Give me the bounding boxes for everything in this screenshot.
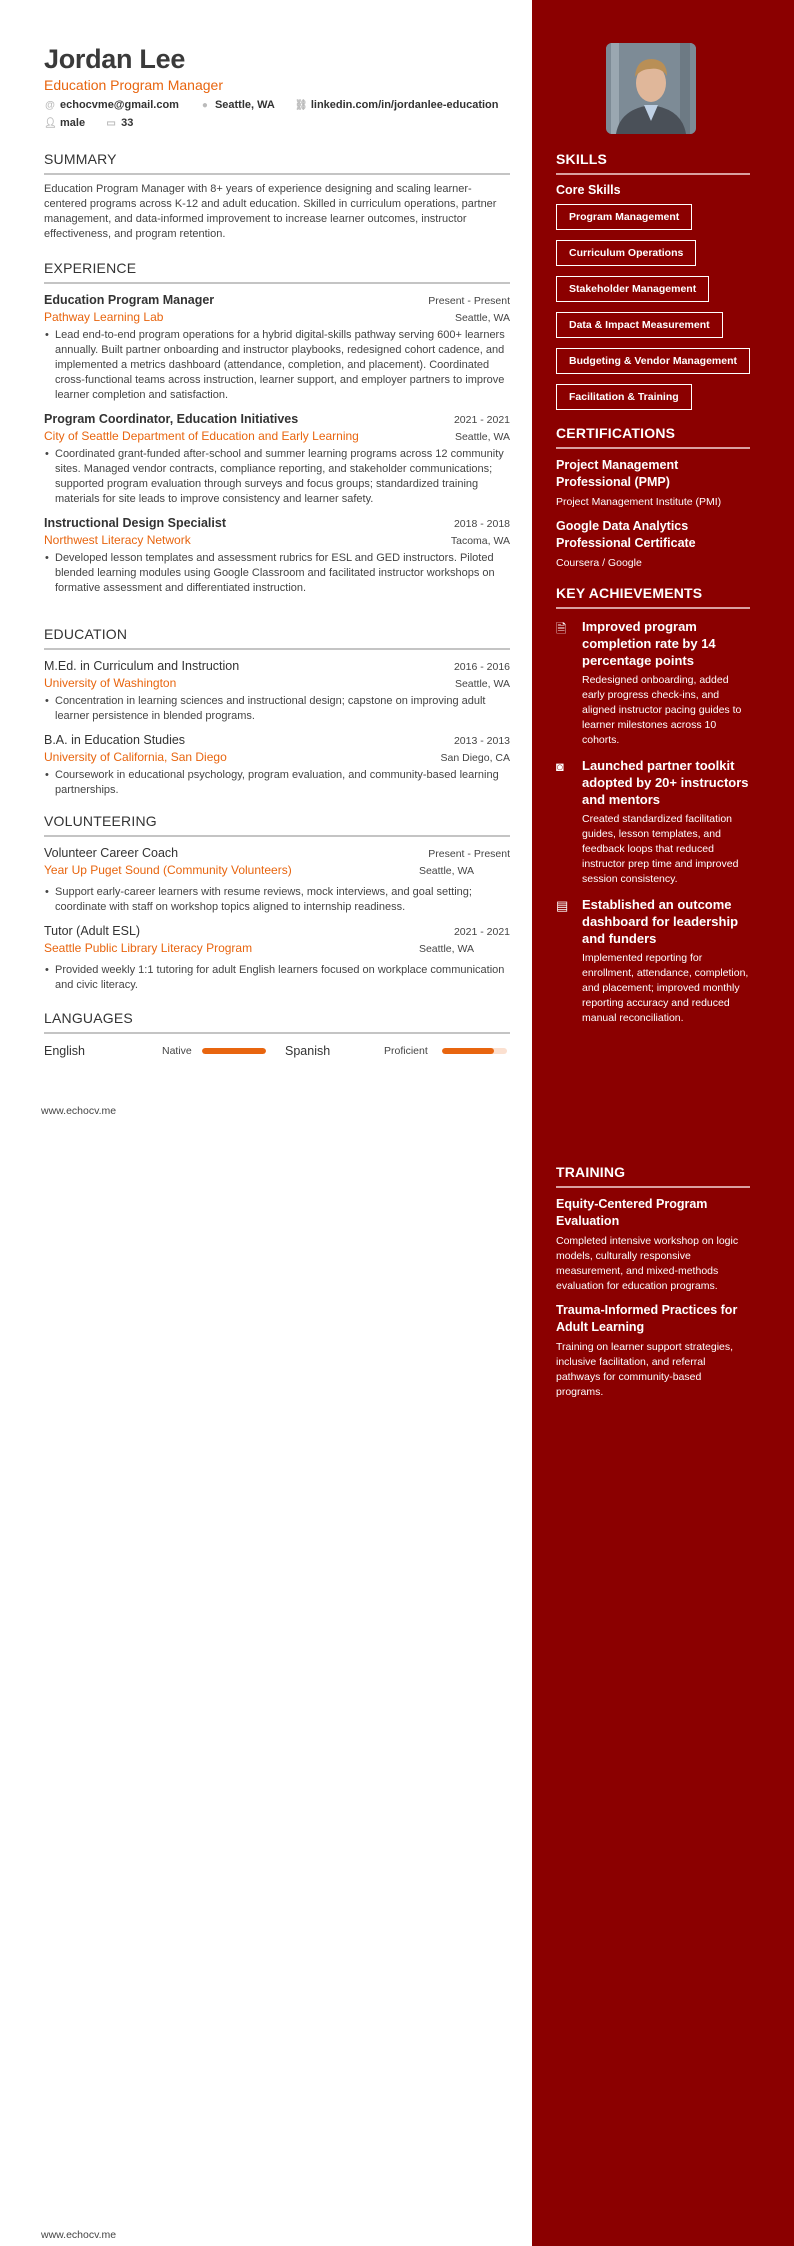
proficiency-bar bbox=[442, 1048, 507, 1054]
entry-bullet: • Concentration in learning sciences and instructional design; capstone on improving adult learner persistence in blended programs. bbox=[44, 694, 510, 724]
skills-group: Core Skills bbox=[556, 183, 621, 197]
entry-org: Pathway Learning Lab bbox=[44, 310, 164, 324]
archive-icon: ▤ bbox=[556, 898, 569, 913]
link-icon: ⛓ bbox=[294, 99, 308, 111]
entry-title: Tutor (Adult ESL) bbox=[44, 924, 141, 938]
section-heading: TRAINING bbox=[556, 1164, 626, 1180]
start-date: 2013 bbox=[453, 735, 478, 747]
language-level: Native bbox=[162, 1045, 192, 1057]
section-heading: EXPERIENCE bbox=[44, 260, 137, 276]
skill-tag: Data & Impact Measurement bbox=[556, 312, 723, 338]
skill-tag: Stakeholder Management bbox=[556, 276, 709, 302]
skill-tag: Budgeting & Vendor Management bbox=[556, 348, 750, 374]
end-date: 2016 bbox=[486, 661, 510, 673]
contact-row bbox=[44, 99, 498, 111]
achievement-title: Established an outcome dashboard for leadership and funders bbox=[582, 897, 739, 946]
skill-tag: Curriculum Operations bbox=[556, 240, 696, 266]
language-row bbox=[44, 1044, 510, 1058]
training-section bbox=[556, 1164, 750, 1400]
language-name: Spanish bbox=[285, 1044, 331, 1058]
cert-name: Google Data Analytics Professional Certificate bbox=[556, 519, 696, 550]
divider bbox=[556, 1186, 750, 1188]
entry-org: University of Washington bbox=[44, 676, 177, 690]
training-title: Trauma-Informed Practices for Adult Learning bbox=[556, 1303, 738, 1334]
email[interactable]: echocvme@gmail.com bbox=[60, 99, 179, 111]
start-date: Present bbox=[428, 848, 465, 860]
section-heading: VOLUNTEERING bbox=[44, 813, 157, 829]
divider bbox=[44, 648, 510, 650]
experience-entry bbox=[44, 293, 510, 403]
entry-location: Seattle, WA bbox=[454, 312, 510, 324]
divider bbox=[44, 173, 510, 175]
age: 33 bbox=[121, 117, 134, 129]
divider bbox=[556, 607, 750, 609]
location-pin-icon: ● bbox=[201, 99, 208, 111]
entry-location: Tacoma, WA bbox=[450, 535, 510, 547]
entry-org: Year Up Puget Sound (Community Volunteers) bbox=[44, 863, 292, 877]
section-heading: LANGUAGES bbox=[44, 1010, 133, 1026]
calendar-icon: ▭ bbox=[106, 117, 116, 129]
proficiency-fill bbox=[442, 1048, 494, 1054]
experience-entry bbox=[44, 412, 510, 507]
entry-bullet: • Coursework in educational psychology, program evaluation, and community-based learning partnerships. bbox=[44, 768, 510, 798]
start-date: 2018 bbox=[453, 518, 478, 530]
entry-bullet: • Developed lesson templates and assessment rubrics for ESL and GED instructors. Piloted blended learning modules using Google Classroom and facilitated instructor workshops on formative assessment and differentiated instruction. bbox=[44, 551, 510, 596]
divider bbox=[44, 1032, 510, 1034]
achievement-desc: Implemented reporting for enrollment, attendance, completion, and placement; improved monthly reporting accuracy and reduced manual reconciliation. bbox=[582, 952, 749, 1024]
language-level: Proficient bbox=[384, 1045, 428, 1057]
footer-link[interactable]: www.echocv.me bbox=[41, 2229, 117, 2241]
start-date: 2016 bbox=[453, 661, 478, 673]
entry-title: M.Ed. in Curriculum and Instruction bbox=[44, 659, 240, 673]
entry-title: Instructional Design Specialist bbox=[44, 516, 226, 530]
entry-title: Volunteer Career Coach bbox=[44, 846, 179, 860]
section-heading: EDUCATION bbox=[44, 626, 128, 642]
experience-entry bbox=[44, 516, 510, 596]
start-date: Present bbox=[428, 295, 465, 307]
entry-dates: 2016 - 2016 bbox=[453, 661, 510, 673]
divider bbox=[556, 447, 750, 449]
achievement-item bbox=[556, 896, 750, 1026]
profile-photo bbox=[606, 43, 696, 134]
entry-location: San Diego, CA bbox=[440, 752, 510, 764]
entry-dates: 2021 - 2021 bbox=[453, 414, 510, 426]
education-entry bbox=[44, 659, 510, 724]
end-date: 2013 bbox=[486, 735, 510, 747]
candidate-title: Education Program Manager bbox=[44, 77, 223, 93]
training-desc: Training on learner support strategies, inclusive facilitation, and referral pathways for community-based programs. bbox=[556, 1341, 734, 1398]
volunteering-section bbox=[44, 813, 510, 993]
entry-bullet: • Lead end-to-end program operations for a hybrid digital-skills pathway serving 600+ learners annually. Built partner onboarding and instructor playbooks, redesigned cohort cadence, and implemented a metrics dashboard (attendance, completion, and placement). Coordinated cross-functional teams across instruction, learner support, and employer partners to improve learner completion and satisfaction. bbox=[44, 328, 510, 403]
entry-org: Seattle Public Library Literacy Program bbox=[44, 941, 253, 955]
entry-dates: 2018 - 2018 bbox=[453, 518, 510, 530]
achievement-title: Launched partner toolkit adopted by 20+ instructors and mentors bbox=[582, 758, 749, 807]
entry-title: Program Coordinator, Education Initiatives bbox=[44, 412, 299, 426]
cert-issuer: Project Management Institute (PMI) bbox=[556, 496, 722, 508]
start-date: 2021 bbox=[453, 926, 478, 938]
entry-location: Seattle, WA bbox=[454, 431, 510, 443]
person-icon: 👤︎ bbox=[44, 117, 57, 129]
end-date: Present bbox=[473, 848, 510, 860]
volunteering-entry bbox=[44, 924, 510, 993]
entry-location: Seattle, WA bbox=[418, 865, 474, 877]
entry-dates: 2021 - 2021 bbox=[453, 926, 510, 938]
achievement-title: Improved program completion rate by 14 percentage points bbox=[582, 619, 716, 668]
summary-section bbox=[44, 151, 510, 242]
training-desc: Completed intensive workshop on logic models, culturally responsive measurement, and mixed-methods evaluation for education programs. bbox=[556, 1235, 739, 1292]
linkedin-link[interactable]: linkedin.com/in/jordanlee-education bbox=[310, 99, 499, 111]
entry-title: Education Program Manager bbox=[44, 293, 215, 307]
entry-bullet: • Support early-career learners with resume reviews, mock interviews, and goal setting; coordinate with staff on workshop topics aligned to internship readiness. bbox=[44, 885, 510, 915]
end-date: 2018 bbox=[486, 518, 510, 530]
certifications-section bbox=[556, 425, 750, 571]
education-entry bbox=[44, 733, 510, 798]
entry-org: Northwest Literacy Network bbox=[44, 533, 191, 547]
divider bbox=[556, 173, 750, 175]
skill-tag: Program Management bbox=[556, 204, 692, 230]
end-date: 2021 bbox=[486, 414, 510, 426]
section-heading: SUMMARY bbox=[44, 151, 117, 167]
training-title: Equity-Centered Program Evaluation bbox=[556, 1197, 708, 1228]
file-icon: 🗎︎ bbox=[556, 621, 567, 636]
achievement-item bbox=[556, 757, 750, 887]
languages-section bbox=[44, 1010, 510, 1058]
language-name: English bbox=[44, 1044, 85, 1058]
entry-bullet: • Provided weekly 1:1 tutoring for adult English learners focused on workplace communication and civic literacy. bbox=[44, 963, 510, 993]
experience-section bbox=[44, 260, 510, 596]
proficiency-fill bbox=[202, 1048, 266, 1054]
footer-link[interactable]: www.echocv.me bbox=[41, 1105, 117, 1117]
entry-title: B.A. in Education Studies bbox=[44, 733, 186, 747]
entry-org: City of Seattle Department of Education and Early Learning bbox=[44, 429, 359, 443]
entry-dates: Present - Present bbox=[428, 848, 510, 860]
section-heading: SKILLS bbox=[556, 151, 607, 167]
gender: male bbox=[60, 117, 86, 129]
entry-location: Seattle, WA bbox=[418, 943, 474, 955]
achievement-item bbox=[556, 618, 750, 748]
end-date: Present bbox=[473, 295, 510, 307]
achievement-desc: Redesigned onboarding, added early progress check-ins, and aligned instructor pacing guides to learner milestones across 10 cohorts. bbox=[582, 674, 742, 746]
location: Seattle, WA bbox=[214, 99, 275, 111]
entry-org: University of California, San Diego bbox=[44, 750, 227, 764]
candidate-name: Jordan Lee bbox=[44, 44, 186, 74]
skills-section bbox=[556, 151, 750, 410]
proficiency-bar bbox=[202, 1048, 266, 1054]
entry-dates: 2013 - 2013 bbox=[453, 735, 510, 747]
cert-name: Project Management Professional (PMP) bbox=[556, 458, 679, 489]
achievements-section bbox=[556, 585, 750, 1026]
cert-issuer: Coursera / Google bbox=[556, 557, 642, 569]
start-date: 2021 bbox=[453, 414, 478, 426]
end-date: 2021 bbox=[486, 926, 510, 938]
education-section bbox=[44, 626, 510, 798]
divider bbox=[44, 835, 510, 837]
volunteering-entry bbox=[44, 846, 510, 915]
summary-text: Education Program Manager with 8+ years of experience designing and scaling learner-centered programs across K-12 and adult education. Skilled in curriculum operations, partner management, and data-informed improvement to increase learner outcomes, instructor effectiveness, and program retention. bbox=[44, 183, 497, 240]
divider bbox=[44, 282, 510, 284]
contact-row-2 bbox=[44, 117, 133, 129]
section-heading: CERTIFICATIONS bbox=[556, 425, 676, 441]
skill-tag: Facilitation & Training bbox=[556, 384, 692, 410]
entry-bullet: • Coordinated grant-funded after-school and summer learning programs across 12 community sites. Managed vendor contracts, compliance reporting, and stakeholder communications; supported program evaluation through surveys and focus groups; standardized training materials for site leads to improve consistency and learner safety. bbox=[44, 447, 510, 507]
achievement-desc: Created standardized facilitation guides, lesson templates, and feedback loops that reduced instructor prep time and improved session consistency. bbox=[582, 813, 739, 885]
camera-icon: ◙ bbox=[556, 759, 564, 774]
at-icon: @ bbox=[45, 99, 55, 111]
entry-location: Seattle, WA bbox=[454, 678, 510, 690]
section-heading: KEY ACHIEVEMENTS bbox=[556, 585, 703, 601]
entry-dates: Present - Present bbox=[428, 295, 510, 307]
